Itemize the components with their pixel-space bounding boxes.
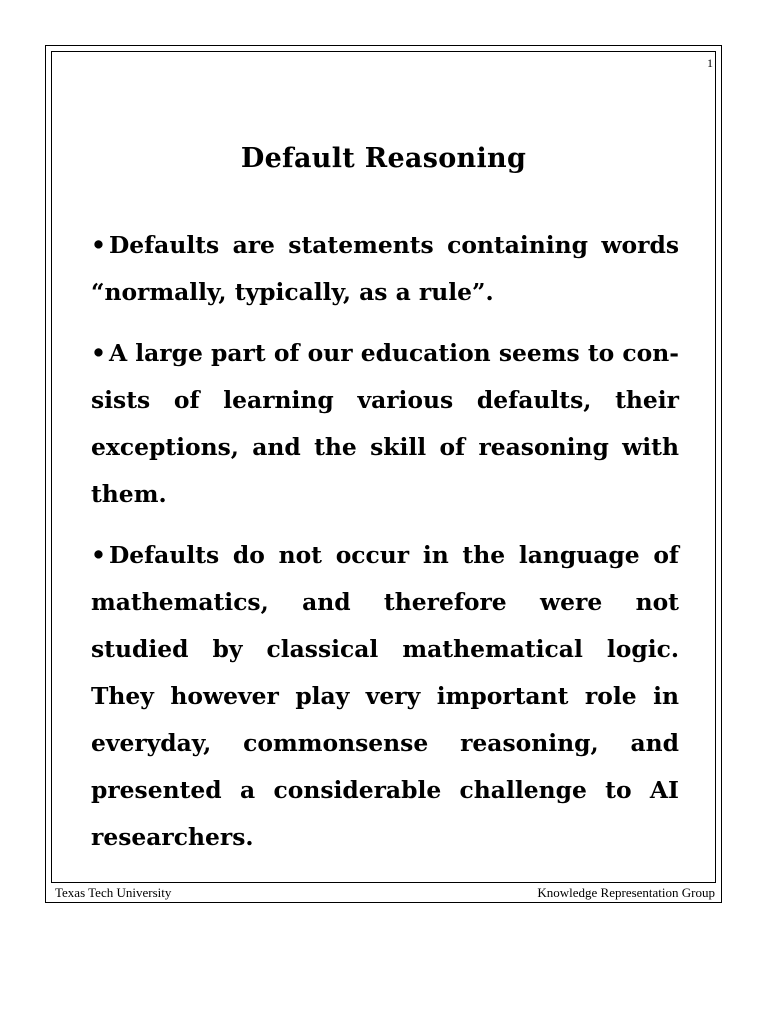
bullet-marker: • [91,231,106,259]
bullet-list [91,222,679,875]
page-number: 1 [707,56,713,70]
bullet-marker: • [91,541,106,569]
bullet-text: Defaults are statements containing words “normally, typically, as a rule”. [91,231,679,306]
bullet-item [91,532,679,861]
bullet-text: A large part of our education seems to consists of learning various defaults, their exceptions, and the skill of reasoning with them. [91,339,679,508]
footer-university: Texas Tech University [55,885,172,900]
bullet-marker: • [91,339,106,367]
slide-title: Default Reasoning [240,143,527,174]
bullet-item [91,330,679,518]
footer-group: Knowledge Representation Group [537,885,715,900]
bullet-text: Defaults do not occur in the language of mathematics, and therefore were not studied by classical mathematical logic. They however play very important role in everyday, commonsense reasoning, and presented a considerable challenge to AI researchers. [91,541,679,851]
bullet-item [91,222,679,316]
